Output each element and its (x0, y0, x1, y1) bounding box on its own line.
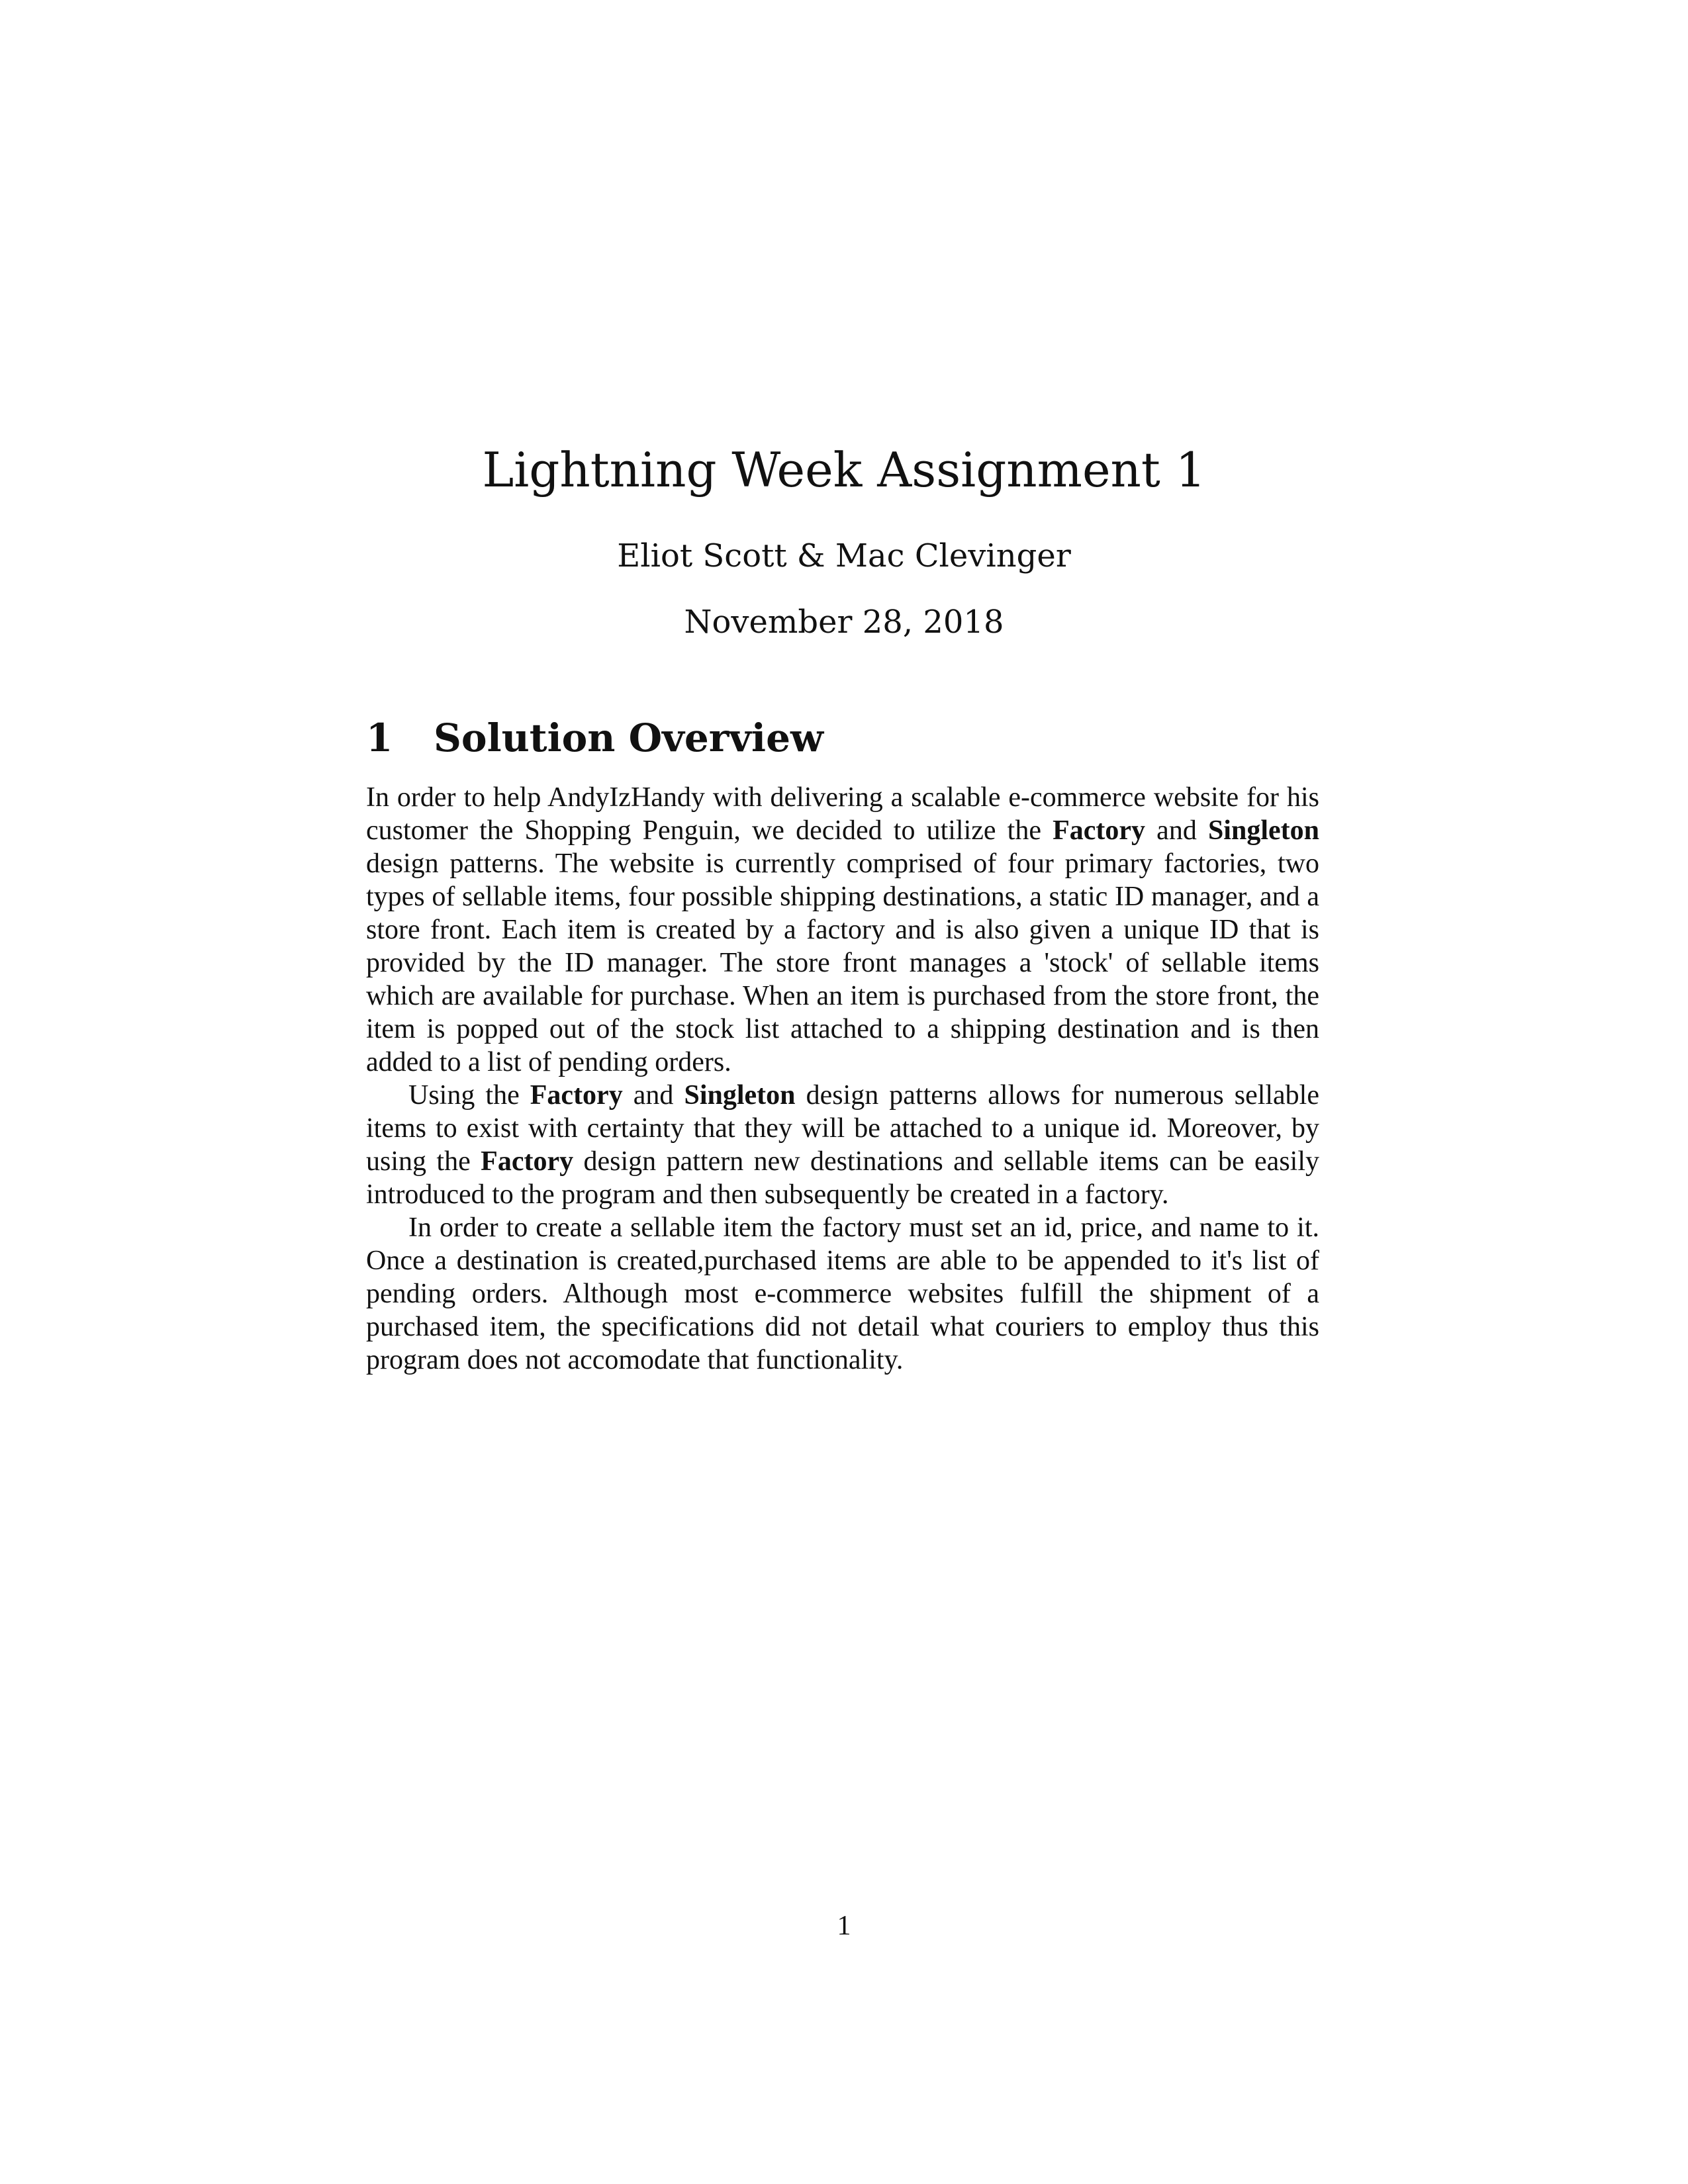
paragraph-text: design patterns allows for numerous sellable items to exist with certainty that they will be attached to a unique id. Moreover, by using the (366, 1080, 1319, 1177)
paragraph-2 (366, 1079, 1319, 1211)
bold-term: Singleton (684, 1080, 796, 1111)
paragraph-1 (366, 781, 1319, 1079)
bold-term: Singleton (1207, 815, 1319, 846)
paragraph-3 (366, 1211, 1319, 1377)
paragraph-text: Using the (408, 1080, 530, 1111)
paragraph-text: design pattern new destinations and sellable items can be easily introduced to the program and then subsequently be created in a factory. (366, 1146, 1320, 1210)
paragraph-text: In order to create a sellable item the factory must set an id, price, and name to it. Once a destination is created,purchased items are able to be appended to it's list of pending orders. Although most e-commerce websites fulfill the shipment of a purchased item, the specifications did not detail what couriers to employ thus this program does not accomodate that functionality. (366, 1212, 1319, 1375)
document-date: November 28, 2018 (684, 604, 1004, 641)
bold-term: Factory (481, 1146, 574, 1177)
paragraph-text: In order to help AndyIzHandy with delivering a scalable e-commerce website for his customer the Shopping Penguin, we decided to utilize the (366, 782, 1319, 846)
bold-term: Factory (530, 1080, 623, 1111)
section-number: 1 (366, 715, 393, 760)
bold-term: Factory (1053, 815, 1146, 846)
document-title: Lightning Week Assignment 1 (482, 442, 1206, 498)
page-number: 1 (837, 1911, 851, 1941)
document-authors: Eliot Scott & Mac Clevinger (617, 537, 1071, 574)
section-body (366, 781, 1319, 1377)
section-heading (366, 711, 823, 764)
paragraph-text: and (622, 1080, 684, 1111)
paragraph-text: design patterns. The website is currently comprised of four primary factories, two types of sellable items, four possible shipping destinations, a static ID manager, and a store front. Each item is created by a factory and is also given a unique ID that is provided by the ID manager. The store front manages a 'stock' of sellable items which are available for purchase. When an item is purchased from the store front, the item is popped out of the stock list attached to a shipping destination and is then added to a list of pending orders. (366, 848, 1319, 1077)
section-title: Solution Overview (434, 715, 823, 760)
paragraph-text: and (1145, 815, 1208, 846)
